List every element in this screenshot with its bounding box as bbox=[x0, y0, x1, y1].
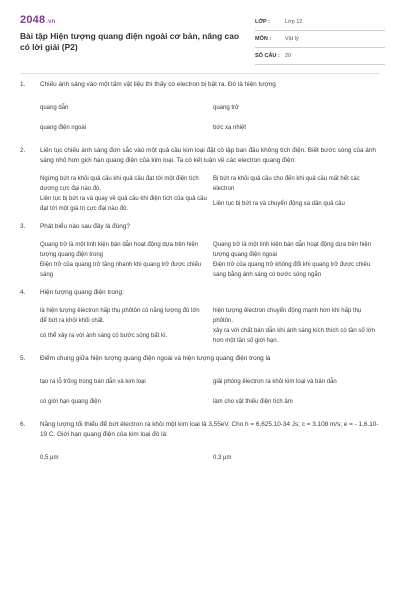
answer-option[interactable]: Ngừng bứt ra khỏi quả cầu khi quả cầu đạt tới một điện tích dương cực đại nào đó. bbox=[40, 176, 199, 192]
question-stem bbox=[20, 222, 380, 232]
meta-label: MÔN : bbox=[255, 36, 272, 42]
question-list bbox=[20, 80, 380, 476]
site-logo[interactable] bbox=[20, 14, 56, 26]
answer-options bbox=[20, 448, 380, 468]
answer-option[interactable]: bức xạ nhiệt bbox=[213, 125, 247, 131]
question-text: Hiện tượng quang điện trong: bbox=[40, 289, 124, 296]
answer-option[interactable]: 0,5 μm bbox=[40, 455, 59, 461]
meta-value: Lớp 12 bbox=[285, 19, 303, 25]
question-text: Điểm chung giữa hiện tượng quang điện ngoài và hiện tượng quang điện trong là bbox=[40, 355, 271, 362]
answer-option[interactable]: là hiện tượng êlectron hấp thụ phôtôn có năng lượng đủ lớn để bứt ra khỏi khối chất. bbox=[40, 308, 200, 324]
answer-options bbox=[20, 98, 380, 138]
answer-option[interactable]: Quang trở là một linh kiện bán dẫn hoạt động dựa trên hiện tượng quang điện ngoài bbox=[213, 242, 372, 258]
answer-options bbox=[20, 240, 380, 280]
answer-option[interactable]: có giới hạn quang điện bbox=[40, 399, 101, 405]
answer-option[interactable]: Điện trở của quang trở tăng nhanh khi quang trở được chiếu sáng bbox=[40, 262, 202, 278]
question-number: 6. bbox=[20, 421, 26, 428]
question-stem bbox=[20, 288, 380, 298]
answer-option[interactable]: Điện trở của quang trở không đổi khi quang trở được chiếu sáng bằng ánh sáng có bước sóng ngắn bbox=[213, 262, 371, 278]
question-1 bbox=[20, 80, 380, 138]
document-header bbox=[0, 0, 400, 68]
question-text: Chiếu ánh sáng vào một tấm vật liệu thì thấy có electron bị bật ra. Đó là hiện tượng bbox=[40, 81, 276, 88]
question-4 bbox=[20, 288, 380, 346]
answer-option[interactable]: quang dẫn bbox=[40, 105, 69, 111]
answer-option[interactable]: hiện tượng êlectron chuyển động mạnh hơn khi hấp thụ phôtôn. bbox=[213, 308, 362, 324]
question-number: 4. bbox=[20, 289, 26, 296]
answer-option[interactable]: Liên tục bị bứt ra và chuyển động xa dần quả cầu bbox=[213, 201, 345, 207]
question-text: Liên tục chiếu ánh sáng đơn sắc vào một quả cầu kim loại đặt cô lập ban đầu không tích điện. Biết bước sóng của ánh sáng nhỏ hơn giới hạn quang điện của kim loại. Ta có kết luận về các electron quang điện: bbox=[40, 147, 376, 164]
question-stem bbox=[20, 354, 380, 364]
meta-row-class bbox=[255, 14, 385, 31]
header-divider bbox=[20, 73, 380, 74]
question-stem bbox=[20, 80, 380, 90]
question-number: 3. bbox=[20, 223, 26, 230]
question-number: 5. bbox=[20, 355, 26, 362]
answer-option[interactable]: Bị bứt ra khỏi quả cầu cho đến khi quả cầu mất hết các electron bbox=[213, 176, 360, 192]
answer-option[interactable]: quang trở bbox=[213, 105, 239, 111]
question-2 bbox=[20, 146, 380, 214]
question-stem bbox=[20, 146, 380, 166]
answer-option[interactable]: 0,3 μm bbox=[213, 455, 232, 461]
answer-options bbox=[20, 174, 380, 214]
question-text: Năng lượng tối thiểu để bứt êlectron ra khỏi một kim loại là 3,55eV. Cho h = 6,625.10-34 Js; c = 3.108 m/s; e = - 1,6.10-19 C. Giới hạn quang điện của kim loại đó là: bbox=[40, 421, 379, 438]
meta-row-subject bbox=[255, 31, 385, 48]
meta-value: 20 bbox=[285, 53, 292, 59]
meta-label: LỚP : bbox=[255, 19, 270, 25]
page-title: Bài tập Hiện tượng quang điện ngoài cơ bản, nâng cao có lời giải (P2) bbox=[20, 31, 239, 52]
question-number: 1. bbox=[20, 81, 26, 88]
meta-label: SỐ CÂU : bbox=[255, 53, 280, 59]
meta-info bbox=[255, 14, 385, 65]
answer-option[interactable]: tạo ra lỗ trống trong bán dẫn và kim loại bbox=[40, 379, 146, 385]
answer-option[interactable]: Quang trở là một linh kiện bán dẫn hoạt động dựa trên hiện tượng quang điện trong bbox=[40, 242, 199, 258]
question-5 bbox=[20, 354, 380, 412]
answer-options bbox=[20, 372, 380, 412]
answer-options bbox=[20, 306, 380, 346]
answer-option[interactable]: quang điện ngoài bbox=[40, 125, 87, 131]
answer-option[interactable]: làm cho vật thiếu điện tích âm bbox=[213, 399, 293, 405]
answer-option[interactable]: Liên tục bị bứt ra và quay về quả cầu khi điện tích của quả cầu đạt tới một giá trị cực đại nào đó. bbox=[40, 196, 207, 212]
question-text: Phát biểu nào sau đây là đúng? bbox=[40, 223, 130, 230]
logo-suffix: .vn bbox=[46, 19, 56, 25]
answer-option[interactable]: giải phóng êlectron ra khỏi kim loại và bán dẫn bbox=[213, 379, 337, 385]
question-3 bbox=[20, 222, 380, 280]
logo-text: 2048 bbox=[20, 14, 46, 26]
answer-option[interactable]: có thể xảy ra với ánh sáng có bước sóng bất kì. bbox=[40, 333, 168, 339]
meta-value: Vật lý bbox=[285, 36, 299, 42]
question-number: 2. bbox=[20, 147, 26, 154]
meta-row-count bbox=[255, 48, 385, 65]
question-stem bbox=[20, 420, 380, 440]
question-6 bbox=[20, 420, 380, 468]
answer-option[interactable]: xảy ra với chất bán dẫn khi ánh sáng kích thích có tần số lớn hơn một tần số giới hạn. bbox=[213, 328, 375, 344]
